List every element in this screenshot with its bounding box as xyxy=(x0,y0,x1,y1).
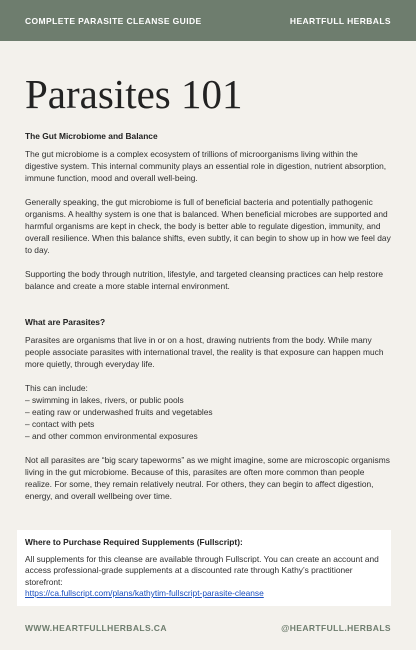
paragraph: Parasites are organisms that live in or on a host, drawing nutrients from the body. While many people associate parasites with international travel, the reality is that exposure can happen much more quietly, through everyday life. xyxy=(25,335,384,369)
exposure-list xyxy=(25,382,393,442)
callout-heading: Where to Purchase Required Supplements (Fullscript): xyxy=(25,537,243,547)
social-handle[interactable]: @HEARTFULL.HERBALS xyxy=(281,623,391,633)
paragraph: Generally speaking, the gut microbiome is full of beneficial bacteria and potentially pathogenic organisms. A healthy system is one that is balanced. When beneficial microbes are supported and harmful organisms are kept in check, the body is better able to regulate digestion, immunity, and overall resilience. When this balance shifts, even subtly, it can begin to show up in how we feel day to day. xyxy=(25,197,391,255)
header-bar xyxy=(0,0,416,41)
paragraph: The gut microbiome is a complex ecosystem of trillions of microorganisms living within the digestive system. This internal community plays an essential role in digestion, nutrient absorption, immune function, mood and overall well-being. xyxy=(25,149,387,183)
page-title: Parasites 101 xyxy=(25,71,243,117)
list-item: – and other common environmental exposures xyxy=(25,431,198,441)
guide-title: COMPLETE PARASITE CLEANSE GUIDE xyxy=(25,15,202,26)
section-heading-parasites: What are Parasites? xyxy=(25,317,106,327)
footer xyxy=(25,623,391,633)
paragraph: Supporting the body through nutrition, lifestyle, and targeted cleansing practices can help restore balance and create a more stable internal environment. xyxy=(25,269,384,291)
brand-name: HEARTFULL HERBALS xyxy=(289,15,391,26)
section-heading-microbiome: The Gut Microbiome and Balance xyxy=(25,131,158,141)
list-intro: This can include: xyxy=(25,383,88,393)
main-content xyxy=(25,130,393,514)
list-item: – contact with pets xyxy=(25,419,95,429)
callout-text: All supplements for this cleanse are available through Fullscript. You can create an account and access professional-grade supplements at a discounted rate through Kathy’s practitioner storefront: xyxy=(25,553,379,587)
list-item: – eating raw or underwashed fruits and vegetables xyxy=(25,407,213,417)
fullscript-link[interactable]: https://ca.fullscript.com/plans/kathytim-fullscript-parasite-cleanse xyxy=(25,588,264,598)
supplements-callout xyxy=(17,530,391,606)
website-link[interactable]: WWW.HEARTFULLHERBALS.CA xyxy=(25,623,167,633)
paragraph: Not all parasites are “big scary tapeworms” as we might imagine, some are microscopic organisms living in the gut microbiome. Because of this, parasites are often more common than people realize. For some, they remain relatively neutral. For others, they can begin to affect digestion, energy, and overall wellbeing over time. xyxy=(25,455,390,501)
list-item: – swimming in lakes, rivers, or public pools xyxy=(25,395,184,405)
